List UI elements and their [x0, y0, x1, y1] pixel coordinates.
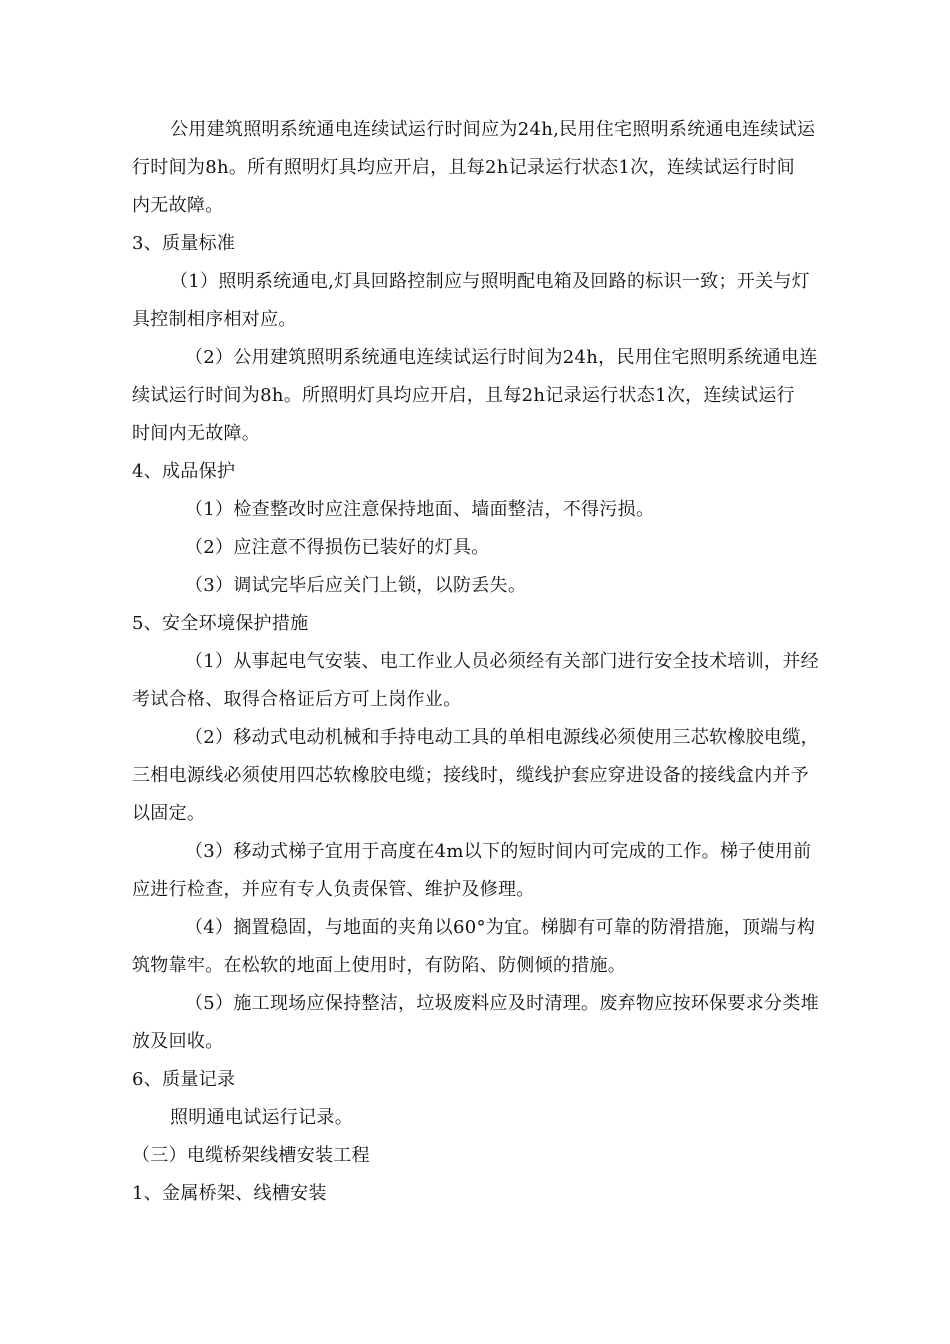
paragraph-line: 照明通电试运行记录。	[170, 1107, 353, 1128]
paragraph-line: （1）检查整改时应注意保持地面、墙面整洁，不得污损。	[185, 499, 655, 520]
paragraph-line: 三相电源线必须使用四芯软橡胶电缆；接线时，缆线护套应穿进设备的接线盒内并予	[132, 765, 810, 786]
paragraph-line: 应进行检查，并应有专人负责保管、维护及修理。	[132, 879, 535, 900]
paragraph-line: （3）移动式梯子宜用于高度在4m以下的短时间内可完成的工作。梯子使用前	[185, 841, 812, 862]
paragraph-line: （3）调试完毕后应关门上锁，以防丢失。	[185, 575, 527, 596]
paragraph-line: （2）移动式电动机械和手持电动工具的单相电源线必须使用三芯软橡胶电缆，	[185, 727, 819, 748]
paragraph-line: （2）应注意不得损伤已装好的灯具。	[185, 537, 490, 558]
section-heading: 4、成品保护	[132, 461, 236, 482]
paragraph-line: 内无故障。	[132, 195, 224, 216]
section-heading: 6、质量记录	[132, 1069, 236, 1090]
paragraph-line: （4）搁置稳固，与地面的夹角以60°为宜。梯脚有可靠的防滑措施，顶端与构	[185, 917, 816, 938]
section-heading: 3、质量标准	[132, 233, 236, 254]
section-heading: 1、金属桥架、线槽安装	[132, 1183, 327, 1204]
paragraph-line: 时间内无故障。	[132, 423, 261, 444]
paragraph-line: 考试合格、取得合格证后方可上岗作业。	[132, 689, 462, 710]
paragraph-line: 筑物靠牢。在松软的地面上使用时，有防陷、防侧倾的措施。	[132, 955, 627, 976]
paragraph-line: 续试运行时间为8h。所照明灯具均应开启，且每2h记录运行状态1次，连续试运行	[132, 385, 795, 406]
paragraph-line: 具控制相序相对应。	[132, 309, 297, 330]
paragraph-line: （1）照明系统通电,灯具回路控制应与照明配电箱及回路的标识一致；开关与灯	[170, 271, 810, 292]
chapter-heading: （三）电缆桥架线槽安装工程	[132, 1145, 370, 1166]
paragraph-line: （1）从事起电气安装、电工作业人员必须经有关部门进行安全技术培训，并经	[185, 651, 819, 672]
paragraph-line: 以固定。	[132, 803, 206, 824]
paragraph-line: 行时间为8h。所有照明灯具均应开启，且每2h记录运行状态1次，连续试运行时间	[132, 157, 795, 178]
paragraph-line: 公用建筑照明系统通电连续试运行时间应为24h,民用住宅照明系统通电连续试运	[170, 119, 816, 140]
paragraph-line: （2）公用建筑照明系统通电连续试运行时间为24h，民用住宅照明系统通电连	[185, 347, 818, 368]
paragraph-line: 放及回收。	[132, 1031, 224, 1052]
paragraph-line: （5）施工现场应保持整洁，垃圾废料应及时清理。废弃物应按环保要求分类堆	[185, 993, 819, 1014]
section-heading: 5、安全环境保护措施	[132, 613, 309, 634]
